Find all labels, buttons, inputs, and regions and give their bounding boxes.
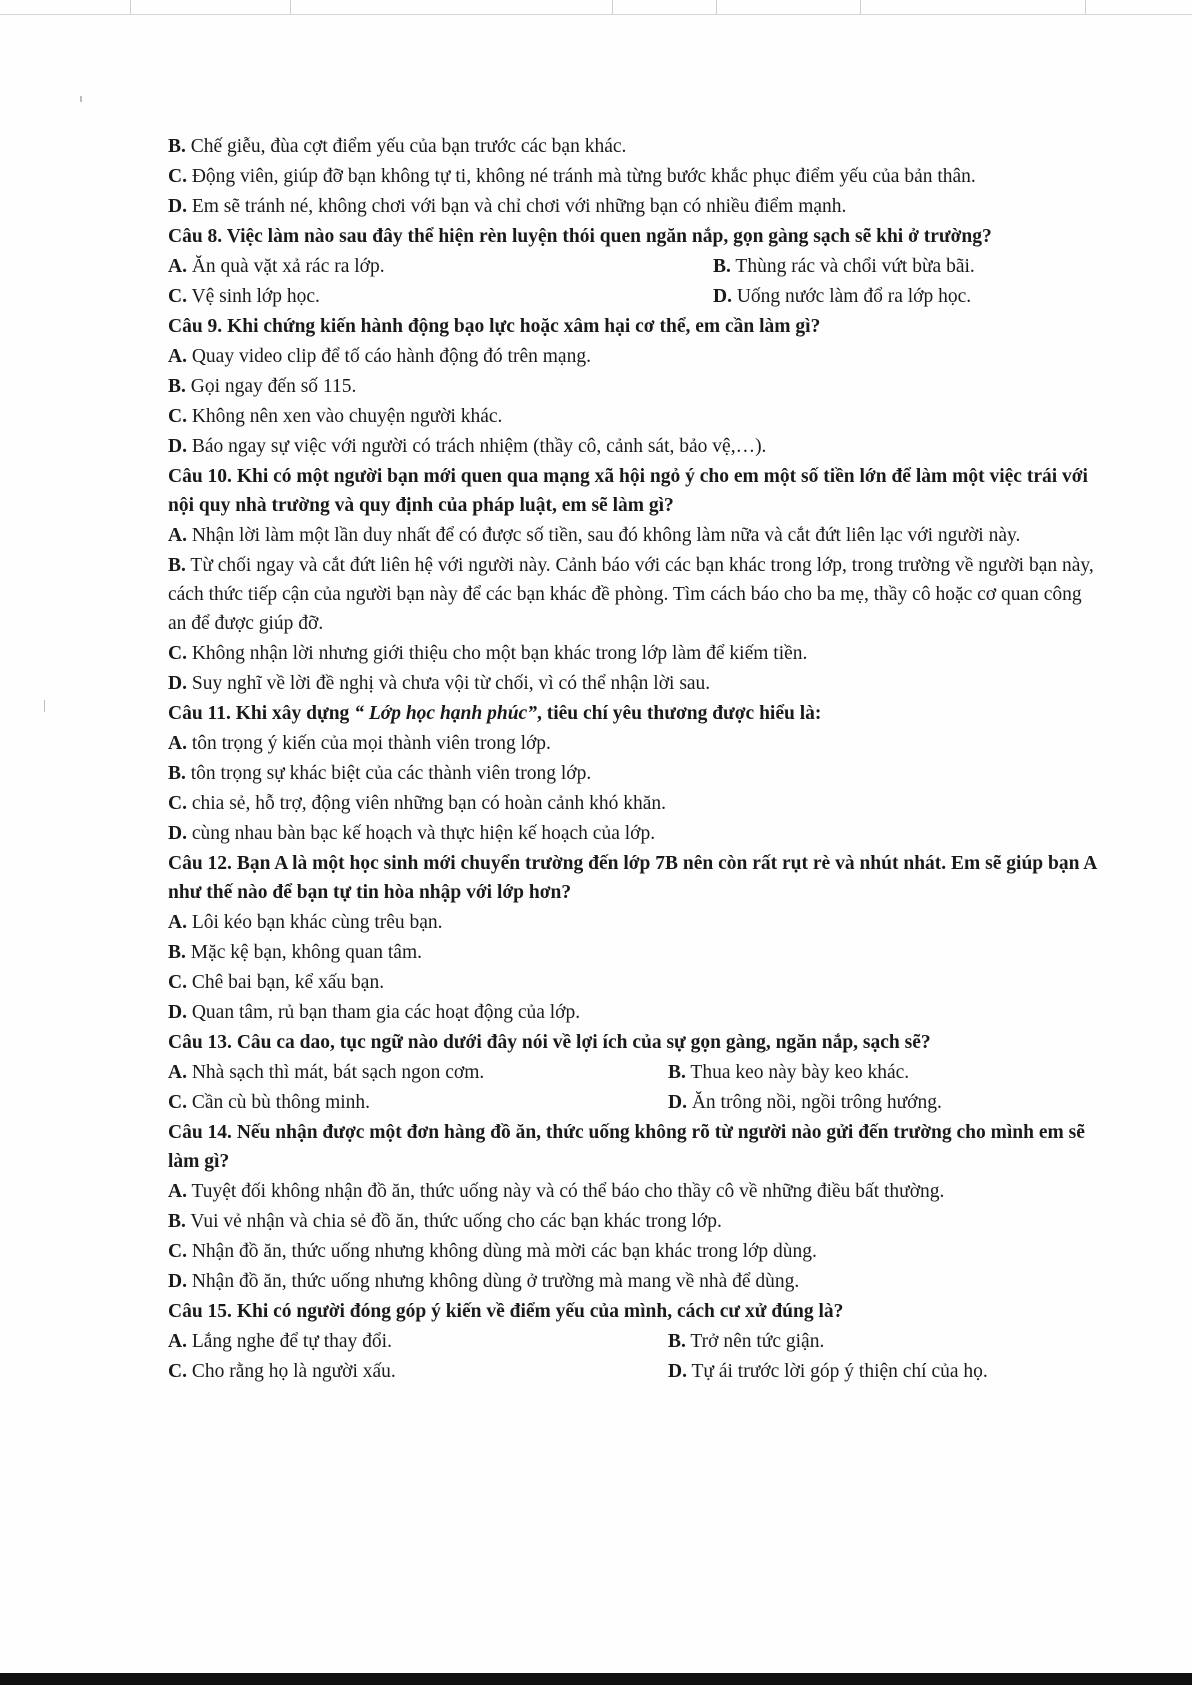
q15-option-d: D. Tự ái trước lời góp ý thiện chí của họ. — [668, 1361, 988, 1382]
scan-speck — [44, 700, 45, 712]
q14-option-c: C. Nhận đồ ăn, thức uống nhưng không dùng mà mời các bạn khác trong lớp dùng. — [168, 1241, 817, 1262]
q15-options-row-2 — [168, 1357, 1098, 1387]
q9-option-a: A. Quay video clip để tố cáo hành động đó trên mạng. — [168, 346, 591, 367]
q10-option-d: D. Suy nghĩ về lời đề nghị và chưa vội từ chối, vì có thể nhận lời sau. — [168, 673, 711, 694]
q9-option-d: D. Báo ngay sự việc với người có trách nhiệm (thầy cô, cảnh sát, bảo vệ,…). — [168, 436, 767, 457]
q13-option-d: D. Ăn trông nồi, ngồi trông hướng. — [668, 1092, 942, 1113]
question-15: Câu 15. Khi có người đóng góp ý kiến về điểm yếu của mình, cách cư xử đúng là? — [168, 1301, 844, 1322]
q8-options-row-2 — [168, 282, 1098, 312]
q11-quote: “ Lớp học hạnh phúc” — [354, 703, 537, 724]
question-13: Câu 13. Câu ca dao, tục ngữ nào dưới đây nói về lợi ích của sự gọn gàng, ngăn nắp, sạch sẽ? — [168, 1032, 931, 1053]
q11-option-c: C. chia sẻ, hỗ trợ, động viên những bạn có hoàn cảnh khó khăn. — [168, 793, 666, 814]
q14-option-d: D. Nhận đồ ăn, thức uống nhưng không dùng ở trường mà mang về nhà để dùng. — [168, 1271, 800, 1292]
q9-option-b: B. Gọi ngay đến số 115. — [168, 376, 357, 397]
scan-tick — [290, 0, 291, 14]
q15-options-row-1 — [168, 1327, 1098, 1357]
q12-option-d: D. Quan tâm, rủ bạn tham gia các hoạt động của lớp. — [168, 1002, 581, 1023]
question-11: Câu 11. Khi xây dựng “ Lớp học hạnh phúc”, tiêu chí yêu thương được hiểu là: — [168, 703, 822, 724]
q13-options-row-1 — [168, 1058, 1098, 1088]
scan-speck — [80, 96, 82, 102]
q8-option-c: C. Vệ sinh lớp học. — [168, 286, 320, 307]
q15-option-a: A. Lắng nghe để tự thay đổi. — [168, 1331, 392, 1352]
q11-option-b: B. tôn trọng sự khác biệt của các thành viên trong lớp. — [168, 763, 592, 784]
q10-option-c: C. Không nhận lời nhưng giới thiệu cho một bạn khác trong lớp làm để kiếm tiền. — [168, 643, 808, 664]
q12-option-b: B. Mặc kệ bạn, không quan tâm. — [168, 942, 422, 963]
q15-option-b: B. Trở nên tức giận. — [668, 1331, 825, 1352]
option-c: C. Động viên, giúp đỡ bạn không tự ti, không né tránh mà từng bước khắc phục điểm yếu của bản thân. — [168, 166, 976, 187]
scan-tick — [1085, 0, 1086, 14]
q13-options-row-2 — [168, 1088, 1098, 1118]
scan-tick — [860, 0, 861, 14]
question-14: Câu 14. Nếu nhận được một đơn hàng đồ ăn, thức uống không rõ từ người nào gửi đến trường cho mình em sẽ làm gì? — [168, 1122, 1085, 1172]
question-8: Câu 8. Việc làm nào sau đây thể hiện rèn luyện thói quen ngăn nắp, gọn gàng sạch sẽ khi ở trường? — [168, 226, 992, 247]
q14-option-a: A. Tuyệt đối không nhận đồ ăn, thức uống này và có thể báo cho thầy cô về những điều bất thường. — [168, 1181, 945, 1202]
q9-option-c: C. Không nên xen vào chuyện người khác. — [168, 406, 503, 427]
scan-tick — [612, 0, 613, 14]
q11-option-d: D. cùng nhau bàn bạc kế hoạch và thực hiện kế hoạch của lớp. — [168, 823, 656, 844]
q13-option-a: A. Nhà sạch thì mát, bát sạch ngon cơm. — [168, 1062, 485, 1083]
question-9: Câu 9. Khi chứng kiến hành động bạo lực hoặc xâm hại cơ thể, em cần làm gì? — [168, 316, 821, 337]
q15-option-c: C. Cho rằng họ là người xấu. — [168, 1361, 396, 1382]
q8-option-d: D. Uống nước làm đổ ra lớp học. — [713, 286, 972, 307]
q12-option-a: A. Lôi kéo bạn khác cùng trêu bạn. — [168, 912, 443, 933]
q8-option-b: B. Thùng rác và chổi vứt bừa bãi. — [713, 256, 975, 277]
option-d: D. Em sẽ tránh né, không chơi với bạn và chỉ chơi với những bạn có nhiều điểm mạnh. — [168, 196, 847, 217]
scan-tick — [130, 0, 131, 14]
q8-options-row-1 — [168, 252, 1098, 282]
q10-option-b: B. Từ chối ngay và cắt đứt liên hệ với người này. Cảnh báo với các bạn khác trong lớp, trong trường về người bạn này, cách thức tiếp cận của người bạn này để các bạn khác đề phòng. Tìm cách báo cho ba mẹ, thầy cô hoặc cơ quan công an để được giúp đỡ. — [168, 555, 1094, 634]
q14-option-b: B. Vui vẻ nhận và chia sẻ đồ ăn, thức uống cho các bạn khác trong lớp. — [168, 1211, 722, 1232]
scan-tick — [716, 0, 717, 14]
q11-option-a: A. tôn trọng ý kiến của mọi thành viên trong lớp. — [168, 733, 551, 754]
exam-content — [168, 132, 1098, 1387]
scan-top-border — [0, 0, 1192, 15]
q10-option-a: A. Nhận lời làm một lần duy nhất để có được số tiền, sau đó không làm nữa và cắt đứt liên lạc với người này. — [168, 525, 1021, 546]
q13-option-c: C. Cần cù bù thông minh. — [168, 1092, 371, 1113]
option-b: B. Chế giễu, đùa cợt điểm yếu của bạn trước các bạn khác. — [168, 136, 627, 157]
question-10: Câu 10. Khi có một người bạn mới quen qua mạng xã hội ngỏ ý cho em một số tiền lớn để làm một việc trái với nội quy nhà trường và quy định của pháp luật, em sẽ làm gì? — [168, 466, 1088, 516]
q8-option-a: A. Ăn quà vặt xả rác ra lớp. — [168, 256, 385, 277]
question-12: Câu 12. Bạn A là một học sinh mới chuyển trường đến lớp 7B nên còn rất rụt rè và nhút nhát. Em sẽ giúp bạn A như thế nào để bạn tự tin hòa nhập với lớp hơn? — [168, 853, 1097, 903]
q13-option-b: B. Thua keo này bày keo khác. — [668, 1062, 910, 1083]
q12-option-c: C. Chê bai bạn, kể xấu bạn. — [168, 972, 385, 993]
scan-bottom-border — [0, 1673, 1192, 1685]
